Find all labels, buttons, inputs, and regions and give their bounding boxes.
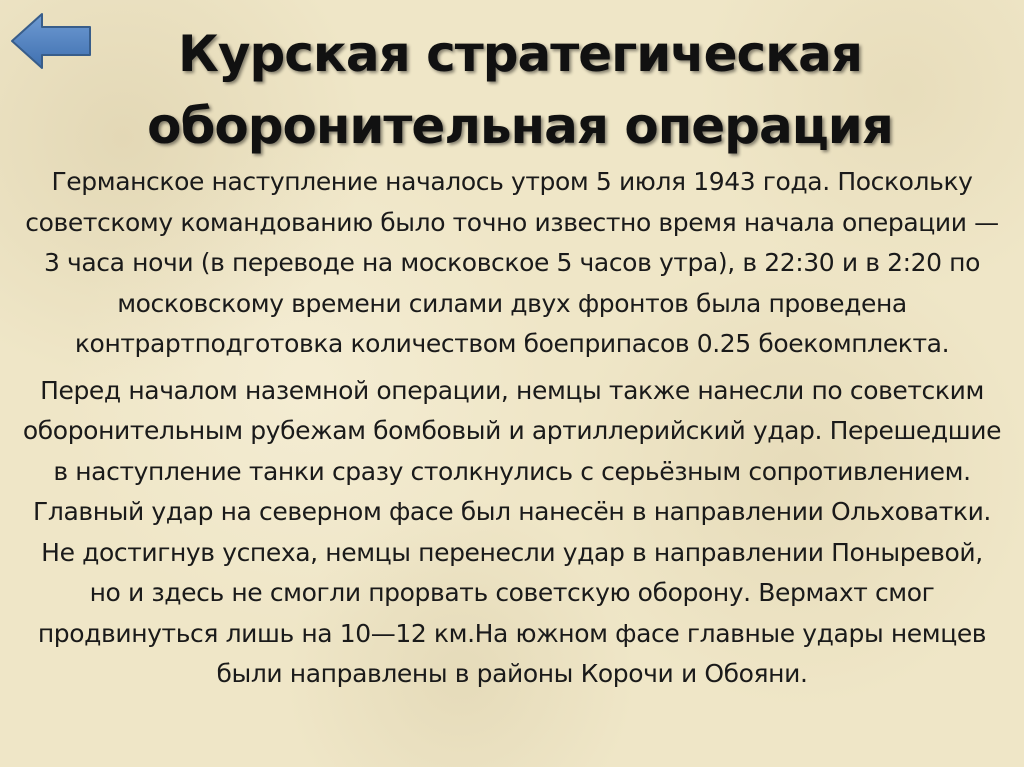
title-line-2: оборонительная операция — [147, 97, 893, 155]
title-line-1: Курская стратегическая — [178, 25, 862, 83]
paragraph-2: Перед началом наземной операции, немцы также нанесли по советским оборонительным рубежам бомбовый и артиллерийский удар. Перешедшие в наступление танки сразу столкнулись с серьёзным сопротивлением. Главный удар на северном фасе был нанесён в направлении Ольховатки. Не достигнув успеха, немцы перенесли удар в направлении Поныревой, но и здесь не смогли прорвать советскую оборону. Вермахт смог продвинуться лишь на 10—12 км.На южном фасе главные удары немцев были направлены в районы Корочи и Обояни. — [22, 375, 1002, 688]
paragraph-1: Германское наступление началось утром 5 июля 1943 года. Поскольку советскому командованию было точно известно время начала операции — 3 часа ночи (в переводе на московское 5 часов утра), в 22:30 и в 2:20 по московскому времени силами двух фронтов была проведена контрартподготовка количеством боеприпасов 0.25 боекомплекта. — [25, 167, 999, 358]
slide-title — [60, 18, 980, 162]
slide-body — [22, 162, 1002, 695]
